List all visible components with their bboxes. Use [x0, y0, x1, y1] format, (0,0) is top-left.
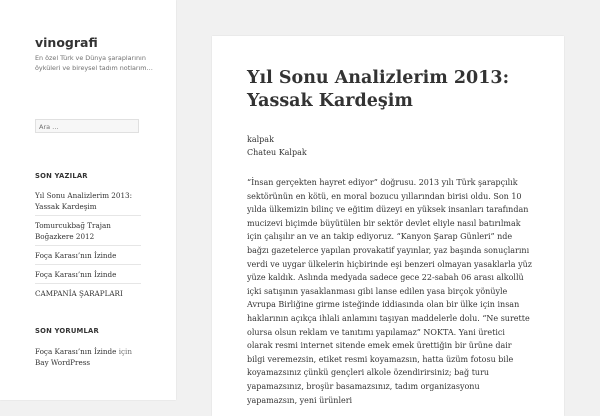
entry-content: “İnsan gerçekten hayret ediyor” doğrusu. 2013 yılı Türk şarapçılık sektörünün en kötü, en moral bozucu yıllarından birisi oldu. Son 10 yılda ülkemizin bilinç ve eğitim düzeyi en yüksek insanları tarafından mucizevi biçimde büyütülen bir sektör devlet eliyle nasıl batırılmak için çalışılır an ve an takip ediyoruz. “Kanyon Şarap Günleri” nde bağzı gazetelerce yapılan provakatif yayınlar, yaz başında sonuçlarını verdi ve uygar ülkelerin hiçbirinde eşi benzeri olmayan yasaklarla yüz yüze kaldık. Aslında medyada sadece gece 22-sabah 06 arası alkollü içki satışının yasaklanması gibi lanse edilen yasa birçok yönüyle Avrupa Birliğine girme isteğinde iddiasında olan bir ülke için insan haklarının açıkça ihlali anlamını taşıyan maddelerle dolu. “Ne surette olursa olsun reklam ve tanıtımı yapılamaz” NOKTA. Yani üretici olarak resmi internet sitende emek emek ürettiğin bir ürüne dair bilgi veremezsin, etiket resmi koyamazsın, hatta üzüm fotosu bile koyamazsınız çünkü gençleri alkole özendirirsiniz; bağ turu yapamazsınız, broşür basamazsınız, tadım organizasyonu yapamazsın, yeni ürünleri	[247, 178, 532, 405]
byline-line-1: kalpak	[247, 135, 274, 144]
recent-post-link[interactable]: Yıl Sonu Analizlerim 2013: Yassak Kardeşim	[35, 191, 133, 211]
entry-title[interactable]: Yıl Sonu Analizlerim 2013: Yassak Kardeşim	[247, 68, 510, 111]
comment-connector: için	[116, 347, 132, 356]
article	[212, 36, 564, 416]
recent-comment	[35, 346, 145, 368]
recent-posts-list	[35, 190, 141, 302]
site-description: En özel Türk ve Dünya şaraplarının öyküleri ve bireysel tadım notlarım…	[35, 54, 153, 72]
recent-post-link[interactable]: Foça Karası’nın İzinde	[35, 245, 141, 264]
comment-post-link[interactable]: Foça Karası’nın İzinde	[35, 347, 117, 356]
comment-author-link[interactable]: Bay WordPress	[35, 358, 91, 367]
recent-post-link[interactable]: CAMPANİA ŞARAPLARI	[35, 283, 141, 302]
site-title[interactable]: vinografi	[35, 35, 98, 50]
entry-byline	[247, 133, 307, 159]
recent-posts-title: SON YAZILAR	[35, 172, 88, 180]
recent-post-link[interactable]: Foça Karası’nın İzinde	[35, 264, 141, 283]
search-input[interactable]: Ara …	[35, 119, 139, 133]
byline-line-2: Chateu Kalpak	[247, 148, 307, 157]
sidebar	[0, 0, 176, 400]
recent-comments-title: SON YORUMLAR	[35, 327, 99, 335]
recent-post-link[interactable]: Tomurcukbağ Trajan Boğazkere 2012	[35, 215, 141, 245]
